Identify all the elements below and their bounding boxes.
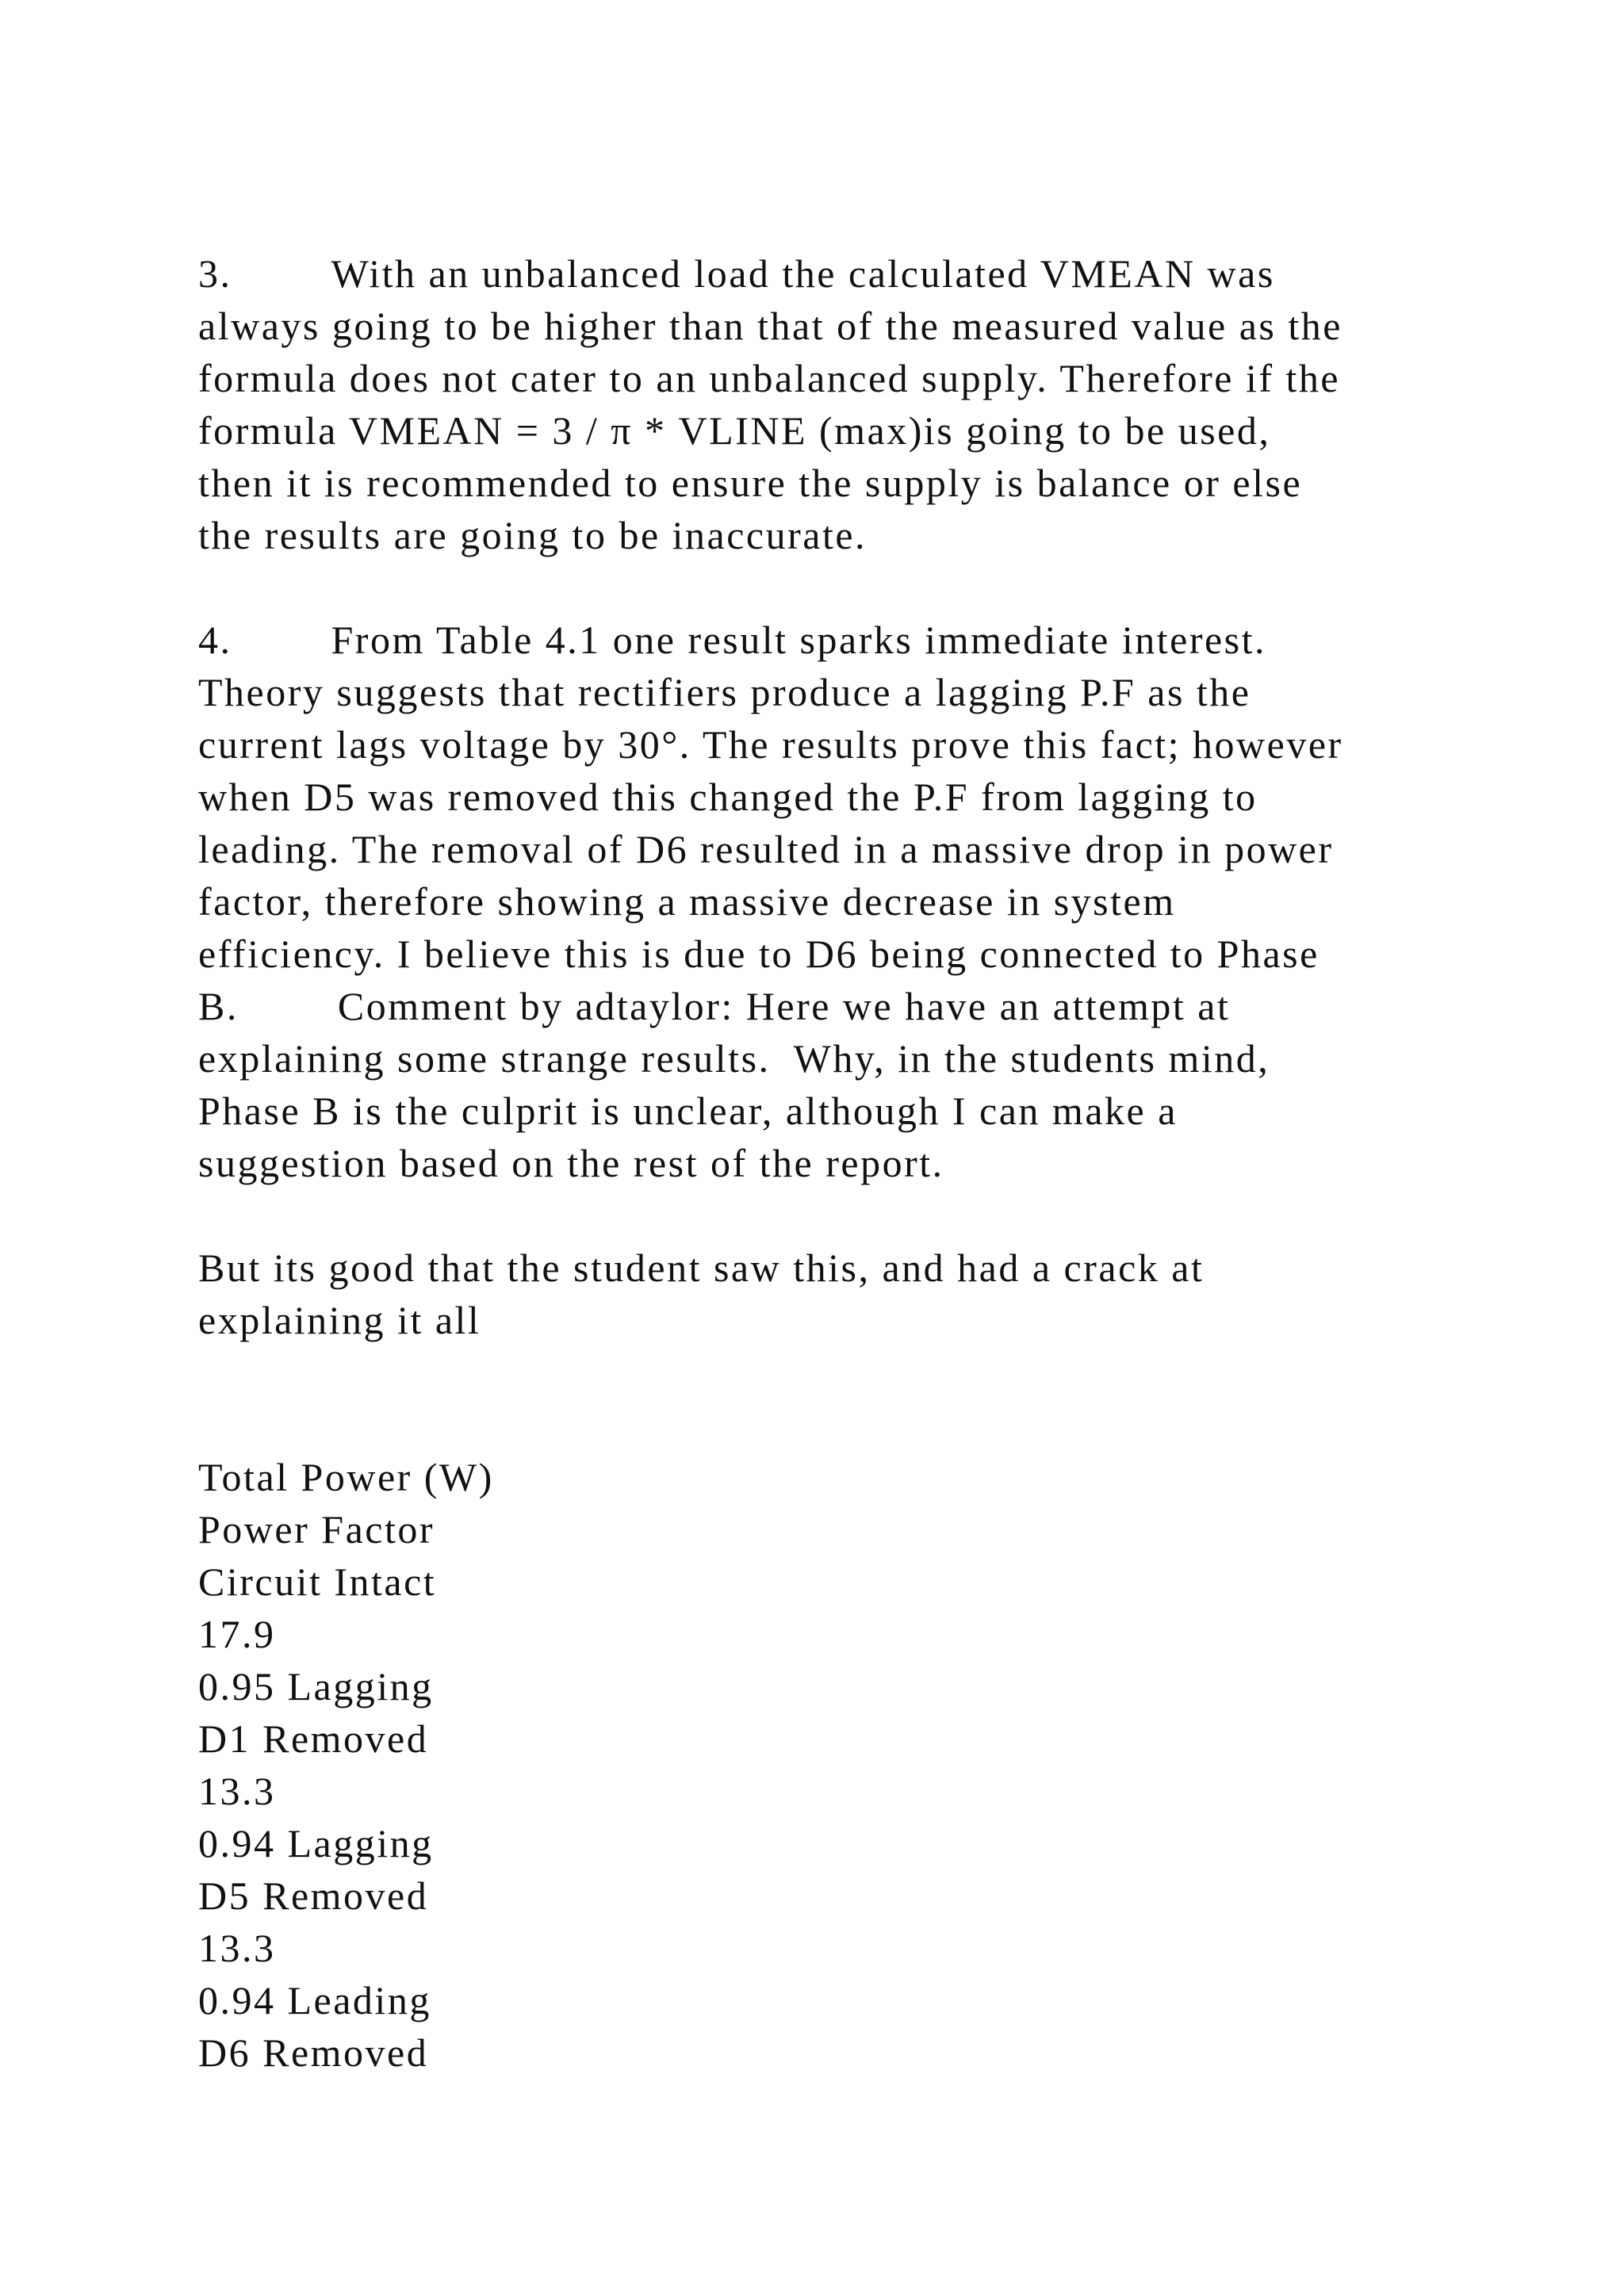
review-comment-line-2: explaining some strange results. Why, in the students mind,: [198, 1036, 1270, 1081]
table-row-power: 13.3: [198, 1926, 276, 1970]
paragraph-4-line-1: 4. From Table 4.1 one result sparks immediate interest.: [198, 618, 1267, 662]
review-comment-line-3: Phase B is the culprit is unclear, although I can make a: [198, 1089, 1178, 1133]
table-header-power-factor: Power Factor: [198, 1507, 435, 1552]
table-header-total-power: Total Power (W): [198, 1455, 494, 1499]
paragraph-4-line-3: current lags voltage by 30°. The results prove this fact; however: [198, 722, 1343, 767]
table-row-power: 13.3: [198, 1769, 276, 1813]
table-row-pf: 0.95 Lagging: [198, 1664, 434, 1709]
paragraph-4: [198, 614, 1507, 1189]
review-comment-line-4: suggestion based on the rest of the report.: [198, 1141, 944, 1185]
table-row-condition: D5 Removed: [198, 1873, 429, 1918]
paragraph-3-line-5: then it is recommended to ensure the supply is balance or else: [198, 461, 1303, 505]
paragraph-3-line-1: 3. With an unbalanced load the calculated VMEAN was: [198, 251, 1275, 296]
table-row-pf: 0.94 Lagging: [198, 1821, 434, 1866]
review-comment-line-1: B. Comment by adtaylor: Here we have an attempt at: [198, 984, 1231, 1028]
paragraph-3: [198, 247, 1507, 561]
closing-line-2: explaining it all: [198, 1298, 481, 1342]
paragraph-3-line-4: formula VMEAN = 3 / π * VLINE (max)is going to be used,: [198, 408, 1271, 453]
table-row-condition: Circuit Intact: [198, 1559, 437, 1604]
review-comment: Comment by adtaylor: Here we have an attempt at: [337, 984, 1231, 1028]
paragraph-4-line-6: factor, therefore showing a massive decrease in system: [198, 879, 1176, 924]
closing-comment: [198, 1242, 1507, 1346]
paragraph-3-number: 3.: [198, 251, 232, 296]
closing-line-1: But its good that the student saw this, and had a crack at: [198, 1246, 1205, 1290]
paragraph-4-line-4: when D5 was removed this changed the P.F from lagging to: [198, 775, 1258, 819]
table-row-power: 17.9: [198, 1612, 276, 1656]
table-row-condition: D1 Removed: [198, 1716, 429, 1761]
paragraph-3-line-6: the results are going to be inaccurate.: [198, 513, 868, 557]
power-factor-table: [198, 1451, 1507, 2079]
paragraph-3-line-3: formula does not cater to an unbalanced supply. Therefore if the: [198, 356, 1341, 400]
paragraph-4-line-2: Theory suggests that rectifiers produce a lagging P.F as the: [198, 670, 1251, 714]
table-row-pf: 0.94 Leading: [198, 1978, 431, 2022]
paragraph-3-line-2: always going to be higher than that of the measured value as the: [198, 304, 1342, 348]
paragraph-4-line-7: efficiency. I believe this is due to D6 being connected to Phase: [198, 932, 1320, 976]
document-body: [198, 247, 1507, 2079]
paragraph-4-number: 4.: [198, 618, 232, 662]
table-row-condition: D6 Removed: [198, 2030, 429, 2075]
paragraph-4-line-5: leading. The removal of D6 resulted in a massive drop in power: [198, 827, 1334, 871]
